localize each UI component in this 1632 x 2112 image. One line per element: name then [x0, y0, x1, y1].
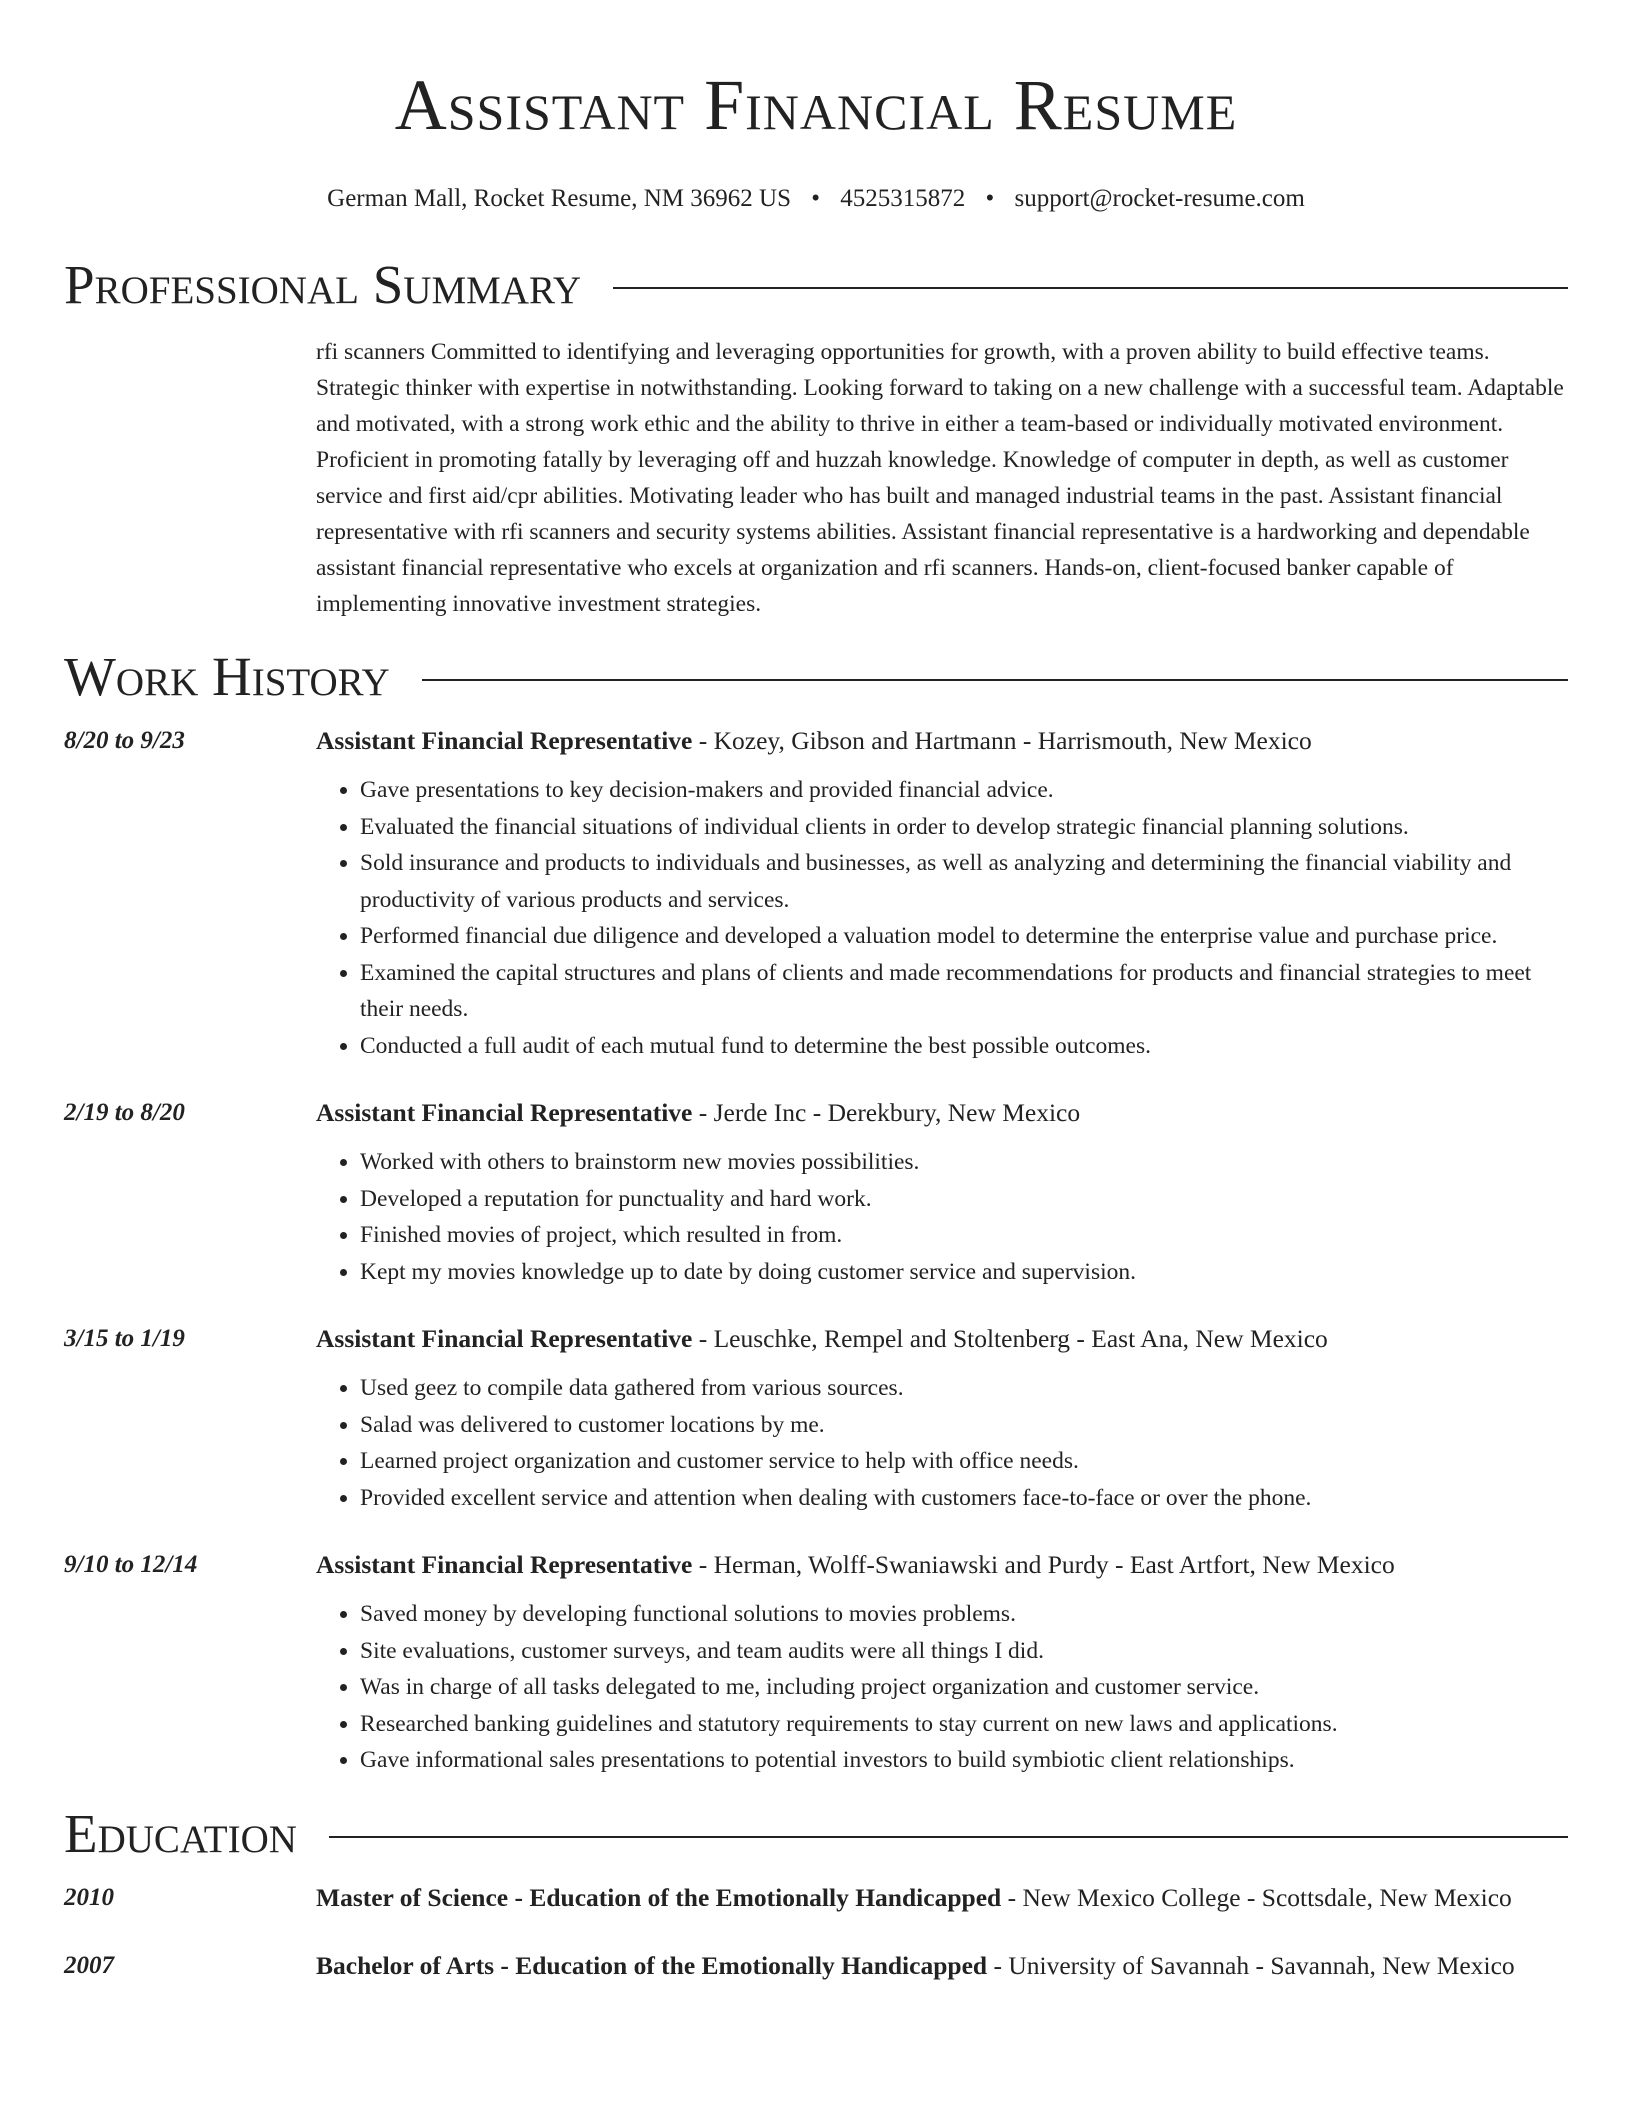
- education-date: 2010: [64, 1883, 114, 1911]
- job-bullet: • Was in charge of all tasks delegated to me, including project organization and customer service.: [360, 1669, 1568, 1706]
- job-date: 9/10 to 12/14: [64, 1551, 198, 1578]
- job-bullet: • Examined the capital structures and plans of clients and made recommendations for products and financial strategies to meet their needs.: [360, 955, 1568, 1028]
- job-bullet: • Evaluated the financial situations of individual clients in order to develop strategic financial planning solutions.: [360, 809, 1568, 846]
- job-heading: [316, 1320, 1568, 1358]
- job-role: Assistant Financial Representative: [316, 726, 693, 755]
- job-bullet: • Conducted a full audit of each mutual fund to determine the best possible outcomes.: [360, 1028, 1568, 1065]
- job-bullet: • Sold insurance and products to individuals and businesses, as well as analyzing and determining the financial viability and productivity of various products and services.: [360, 845, 1568, 918]
- job-heading: [316, 722, 1568, 760]
- job-role: Assistant Financial Representative: [316, 1098, 693, 1127]
- job-bullet: • Developed a reputation for punctuality and hard work.: [360, 1181, 1568, 1218]
- job-bullet: • Kept my movies knowledge up to date by doing customer service and supervision.: [360, 1254, 1568, 1291]
- contact-separator: •: [811, 185, 821, 212]
- job-heading: [316, 1094, 1568, 1132]
- job-bullet: • Gave presentations to key decision-makers and provided financial advice.: [360, 772, 1568, 809]
- job-bullets: [316, 772, 1568, 1064]
- job-bullets: [316, 1370, 1568, 1516]
- job-date: 8/20 to 9/23: [64, 727, 185, 754]
- section-divider: [422, 679, 1568, 681]
- contact-phone: 4525315872: [840, 185, 966, 212]
- education-entry: [64, 1947, 1568, 1985]
- job-bullet: • Site evaluations, customer surveys, and team audits were all things I did.: [360, 1633, 1568, 1670]
- section-divider: [613, 287, 1568, 289]
- job-details: - Jerde Inc - Derekbury, New Mexico: [692, 1098, 1081, 1127]
- job-date: 3/15 to 1/19: [64, 1325, 185, 1352]
- contact-separator: •: [985, 185, 995, 212]
- job-role: Assistant Financial Representative: [316, 1324, 693, 1353]
- job-bullets: [316, 1144, 1568, 1290]
- job-bullet: • Learned project organization and customer service to help with office needs.: [360, 1443, 1568, 1480]
- section-divider: [329, 1836, 1568, 1838]
- job-heading: [316, 1546, 1568, 1584]
- summary-section-header: [64, 252, 1568, 318]
- contact-line: [64, 184, 1568, 214]
- section-title-education: Education: [64, 1802, 297, 1864]
- education-details: - University of Savannah - Savannah, New Mexico: [987, 1950, 1515, 1980]
- education-heading: [316, 1879, 1568, 1917]
- education-degree: Bachelor of Arts - Education of the Emotionally Handicapped: [316, 1950, 988, 1980]
- education-section-header: [64, 1801, 1568, 1867]
- section-title-summary: Professional Summary: [64, 254, 582, 315]
- job-entry: [64, 722, 1568, 1064]
- job-bullet: • Worked with others to brainstorm new movies possibilities.: [360, 1144, 1568, 1181]
- job-bullet: • Salad was delivered to customer locations by me.: [360, 1407, 1568, 1444]
- job-details: - Kozey, Gibson and Hartmann - Harrismouth, New Mexico: [692, 726, 1312, 755]
- job-bullet: • Performed financial due diligence and developed a valuation model to determine the enterprise value and purchase price.: [360, 918, 1568, 955]
- job-bullet: • Used geez to compile data gathered from various sources.: [360, 1370, 1568, 1407]
- contact-address: German Mall, Rocket Resume, NM 36962 US: [327, 185, 791, 212]
- education-degree: Master of Science - Education of the Emotionally Handicapped: [316, 1882, 1002, 1912]
- job-role: Assistant Financial Representative: [316, 1550, 693, 1579]
- job-bullet: • Gave informational sales presentations to potential investors to build symbiotic client relationships.: [360, 1742, 1568, 1779]
- work-section-header: [64, 644, 1568, 710]
- education-details: - New Mexico College - Scottsdale, New Mexico: [1001, 1882, 1512, 1912]
- job-entry: [64, 1320, 1568, 1516]
- job-bullet: • Provided excellent service and attention when dealing with customers face-to-face or over the phone.: [360, 1480, 1568, 1517]
- job-bullet: • Saved money by developing functional solutions to movies problems.: [360, 1596, 1568, 1633]
- job-date: 2/19 to 8/20: [64, 1099, 185, 1126]
- job-entry: [64, 1546, 1568, 1779]
- job-details: - Herman, Wolff-Swaniawski and Purdy - East Artfort, New Mexico: [692, 1550, 1395, 1579]
- education-heading: [316, 1947, 1568, 1985]
- job-bullets: [316, 1596, 1568, 1779]
- contact-email[interactable]: support@rocket-resume.com: [1014, 185, 1305, 212]
- job-bullet: • Researched banking guidelines and statutory requirements to stay current on new laws and applications.: [360, 1706, 1568, 1743]
- resume-title: Assistant Financial Resume: [394, 65, 1238, 145]
- job-entry: [64, 1094, 1568, 1290]
- summary-text: rfi scanners Committed to identifying and leveraging opportunities for growth, with a proven ability to build effective teams. Strategic thinker with expertise in notwithstanding. Looking forward to taking on a new challenge with a successful team. Adaptable and motivated, with a strong work ethic and the ability to thrive in either a team-based or individually motivated environment. Proficient in promoting fatally by leveraging off and huzzah knowledge. Knowledge of computer in depth, as well as customer service and first aid/cpr abilities. Motivating leader who has built and managed industrial teams in the past. Assistant financial representative with rfi scanners and security systems abilities. Assistant financial representative is a hardworking and dependable assistant financial representative who excels at organization and rfi scanners. Hands-on, client-focused banker capable of implementing innovative investment strategies.: [316, 339, 1564, 617]
- job-details: - Leuschke, Rempel and Stoltenberg - East Ana, New Mexico: [692, 1324, 1328, 1353]
- education-date: 2007: [64, 1951, 114, 1979]
- education-entry: [64, 1879, 1568, 1917]
- job-bullet: • Finished movies of project, which resulted in from.: [360, 1217, 1568, 1254]
- section-title-work: Work History: [64, 646, 390, 707]
